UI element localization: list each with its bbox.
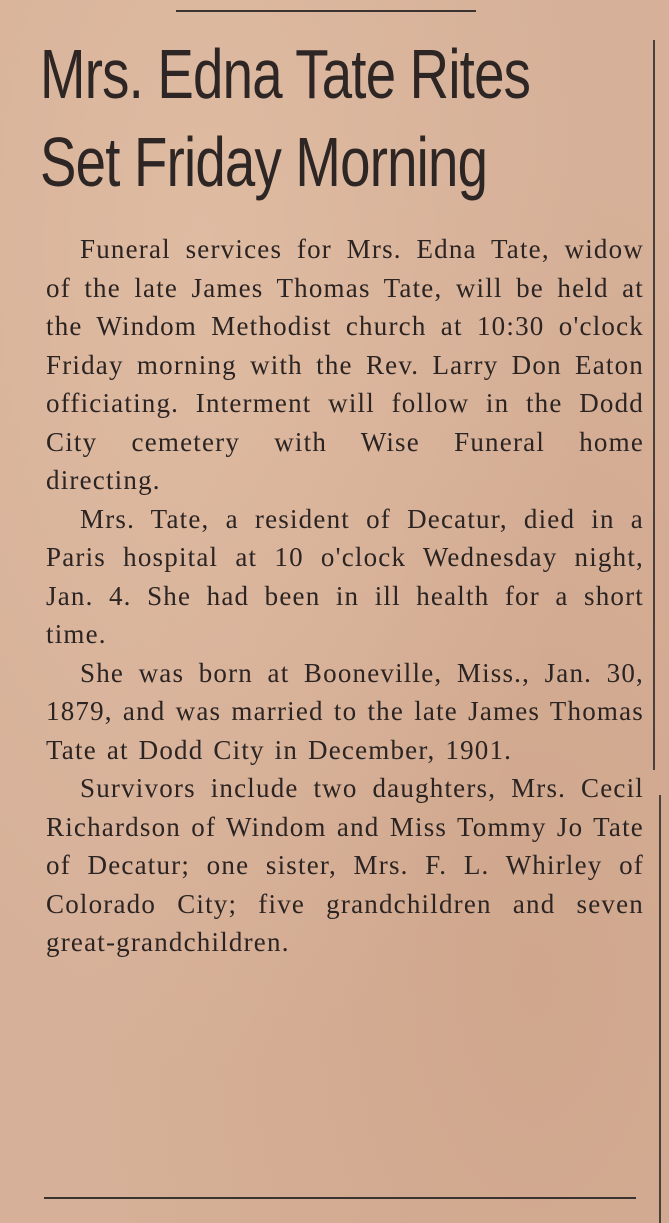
paragraph-death: Mrs. Tate, a resident of Decatur, died in a Paris hospital at 10 o'clock Wednesday night, Jan. 4. She had been in ill health for a short time. xyxy=(46,503,644,649)
headline-line-2: Set Friday Morning xyxy=(40,123,488,201)
paragraph-survivors: Survivors include two daughters, Mrs. Cecil Richardson of Windom and Miss Tommy Jo Tate of Decatur; one sister, Mrs. F. L. Whirley of Colorado City; five grandchildren and seven great-grandchildren. xyxy=(46,773,644,957)
headline xyxy=(40,30,652,206)
paragraph-birth: She was born at Booneville, Miss., Jan. 30, 1879, and was married to the late James Thomas Tate at Dodd City in December, 1901. xyxy=(46,657,644,765)
article-body xyxy=(46,230,644,962)
headline-line-1: Mrs. Edna Tate Rites xyxy=(40,35,531,113)
bottom-rule xyxy=(44,1197,636,1199)
column-border-lower xyxy=(659,795,661,1223)
top-rule xyxy=(176,10,476,12)
paragraph-funeral-services: Funeral services for Mrs. Edna Tate, widow of the late James Thomas Tate, will be held at the Windom Methodist church at 10:30 o'clock Friday morning with the Rev. Larry Don Eaton officiating. Interment will follow in the Dodd City cemetery with Wise Funeral home directing. xyxy=(46,234,644,495)
column-border-upper xyxy=(653,40,655,770)
